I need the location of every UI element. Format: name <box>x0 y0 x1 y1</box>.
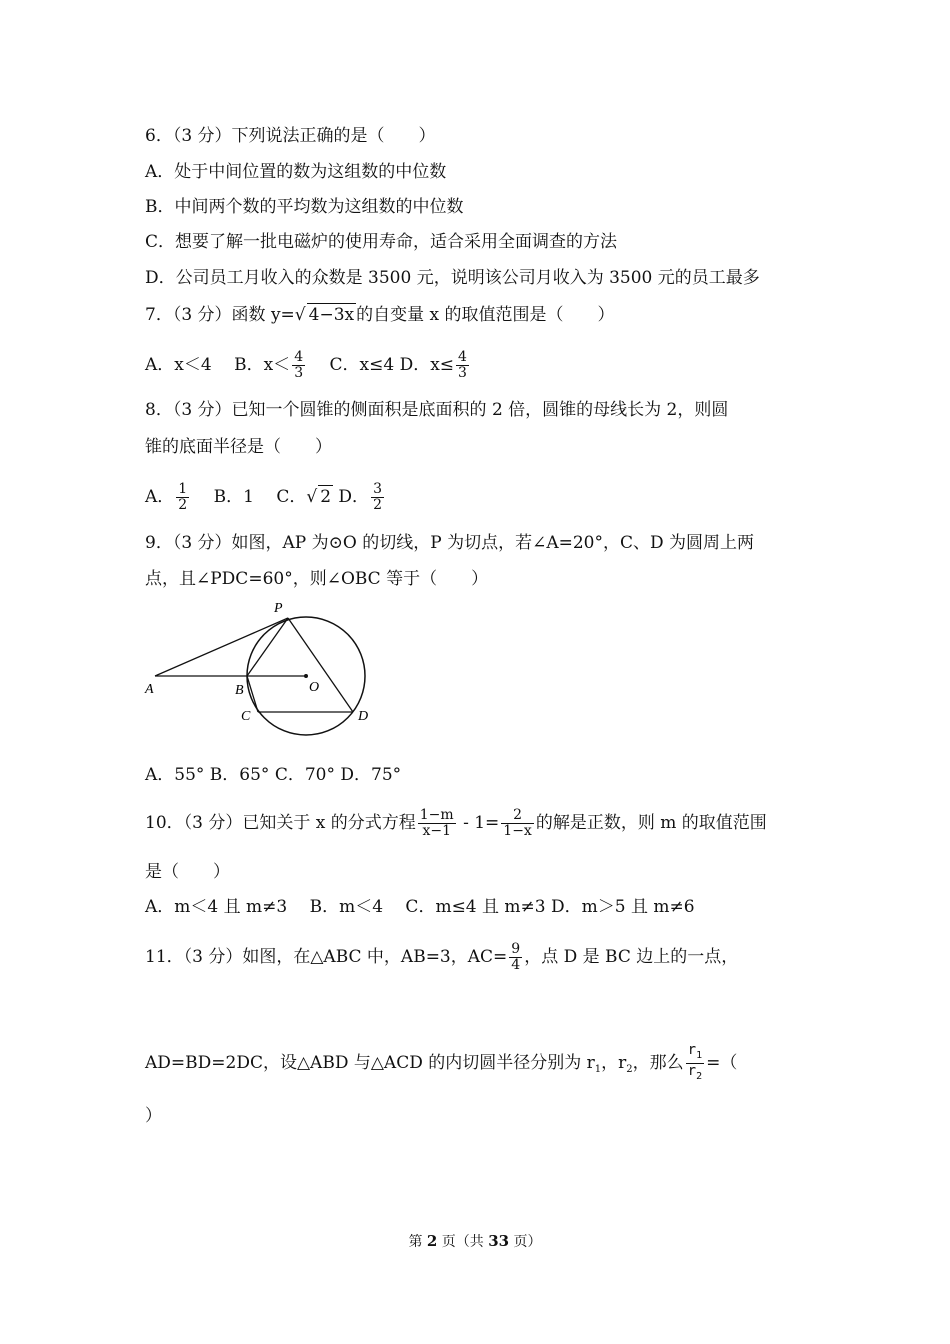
q7-option-a: A．x＜4 <box>145 355 212 375</box>
q9-stem-line2: 点，且∠PDC=60°，则∠OBC 等于（ ） <box>145 569 489 589</box>
sqrt-sign: √ <box>306 487 318 507</box>
q8-option-a-fraction <box>176 482 189 513</box>
q7-stem-pre: 7．（3 分）函数 y= <box>145 305 295 325</box>
q7-option-b-pre: B．x＜ <box>234 355 291 375</box>
label-c: C <box>241 709 251 724</box>
q11-stem-line3: ） <box>145 1106 162 1126</box>
q10-fraction-2 <box>501 808 534 839</box>
q9-stem-line1: 9．（3 分）如图，AP 为⊙O 的切线，P 为切点，若∠A=20°，C、D 为圆周上两 <box>145 533 755 553</box>
q8-option-d-label: D． <box>338 487 370 507</box>
q10-stem-mid: - 1= <box>457 813 500 833</box>
q7-option-b-fraction <box>292 350 305 381</box>
label-b: B <box>235 683 244 698</box>
frac-denominator: 2 <box>178 497 188 513</box>
footer-post: 页） <box>509 1234 542 1250</box>
q7-stem <box>145 303 615 326</box>
q11-fraction-ac <box>509 942 522 973</box>
label-d: D <box>358 709 369 724</box>
q10-stem-line2: 是（ ） <box>145 862 230 882</box>
q11-stem-post: ，点 D 是 BC 边上的一点， <box>524 947 739 967</box>
q11-line2-post: ，那么 <box>632 1052 684 1073</box>
q7-stem-post: 的自变量 x 的取值范围是（ ） <box>356 305 615 325</box>
frac-denominator: 1−x <box>503 823 532 839</box>
r-denominator-sub: 2 <box>696 1070 703 1082</box>
q10-options: A．m＜4 且 m≠3 B．m＜4 C．m≤4 且 m≠3 D．m＞5 且 m≠6 <box>145 897 695 917</box>
page-number: 2 <box>426 1232 438 1250</box>
q9-geometry-figure <box>140 598 380 743</box>
line-bc <box>247 676 258 712</box>
frac-denominator: 2 <box>373 497 382 513</box>
q8-option-a-label: A． <box>145 487 175 507</box>
q6-option-b: B．中间两个数的平均数为这组数的中位数 <box>145 197 464 217</box>
page-total: 33 <box>488 1232 510 1250</box>
q8-stem-line2: 锥的底面半径是（ ） <box>145 437 332 457</box>
q8-option-c-label: C． <box>276 487 307 507</box>
q8-option-b: B．1 <box>213 487 254 507</box>
footer-mid: 页（共 <box>437 1234 489 1250</box>
frac-numerator: 4 <box>294 349 304 365</box>
label-o: O <box>309 680 320 695</box>
q11-line2-pre: AD=BD=2DC，设△ABD 与△ACD 的内切圆半径分别为 r <box>145 1052 595 1073</box>
line-pd <box>288 618 353 712</box>
q11-line2-mid: ，r <box>601 1052 627 1073</box>
frac-numerator: 4 <box>458 349 467 365</box>
frac-denominator: x−1 <box>422 823 451 839</box>
subscript-2: 2 <box>626 1064 633 1076</box>
q7-options <box>145 350 471 381</box>
frac-numerator: 9 <box>511 941 521 957</box>
q7-option-c: C．x≤4 <box>329 355 395 375</box>
q11-stem <box>145 942 738 973</box>
frac-denominator: 4 <box>511 957 521 973</box>
q8-options <box>145 482 386 513</box>
q6-stem: 6．（3 分）下列说法正确的是（ ） <box>145 126 436 146</box>
q6-option-d: D．公司员工月收入的众数是 3500 元，说明该公司月收入为 3500 元的员工最多 <box>145 268 760 288</box>
q8-option-d-fraction <box>371 482 384 513</box>
q10-stem <box>145 808 767 839</box>
footer-pre: 第 <box>408 1234 427 1250</box>
q11-ratio-fraction <box>686 1043 704 1084</box>
q7-option-d-fraction <box>456 350 469 381</box>
r-numerator: r <box>687 1042 697 1058</box>
r-numerator-sub: 1 <box>696 1049 703 1061</box>
q11-stem-line2 <box>145 1043 737 1084</box>
frac-numerator: 2 <box>501 808 534 824</box>
center-point-o <box>304 674 308 678</box>
q10-fraction-1 <box>418 808 456 839</box>
q8-stem-line1: 8．（3 分）已知一个圆锥的侧面积是底面积的 2 倍，圆锥的母线长为 2，则圆 <box>145 400 729 420</box>
frac-denominator: 3 <box>458 365 467 381</box>
q6-option-c: C．想要了解一批电磁炉的使用寿命，适合采用全面调查的方法 <box>145 232 618 252</box>
frac-denominator <box>686 1064 704 1084</box>
q7-option-d-pre: D．x≤ <box>399 355 455 375</box>
q7-radicand: 4−3x <box>308 305 355 325</box>
label-a: A <box>145 682 154 697</box>
subscript-1: 1 <box>594 1064 602 1076</box>
r-denominator: r <box>687 1062 697 1079</box>
q6-option-a: A．处于中间位置的数为这组数的中位数 <box>145 162 447 182</box>
frac-numerator <box>686 1043 704 1064</box>
q8-option-c-radicand: 2 <box>320 487 332 507</box>
page-footer <box>0 1231 950 1251</box>
q11-line2-tail: =（ <box>706 1052 738 1073</box>
frac-numerator: 1 <box>178 481 188 497</box>
q9-options: A．55° B．65° C．70° D．75° <box>145 765 402 785</box>
frac-numerator: 3 <box>373 481 382 497</box>
label-p: P <box>274 601 283 616</box>
q10-stem-post: 的解是正数，则 m 的取值范围 <box>535 813 767 833</box>
frac-denominator: 3 <box>294 365 304 381</box>
q10-stem-pre: 10．（3 分）已知关于 x 的分式方程 <box>145 813 416 833</box>
frac-numerator: 1−m <box>419 807 454 823</box>
q11-stem-pre: 11．（3 分）如图，在△ABC 中，AB=3，AC= <box>145 947 508 967</box>
sqrt-sign: √ <box>294 305 306 325</box>
